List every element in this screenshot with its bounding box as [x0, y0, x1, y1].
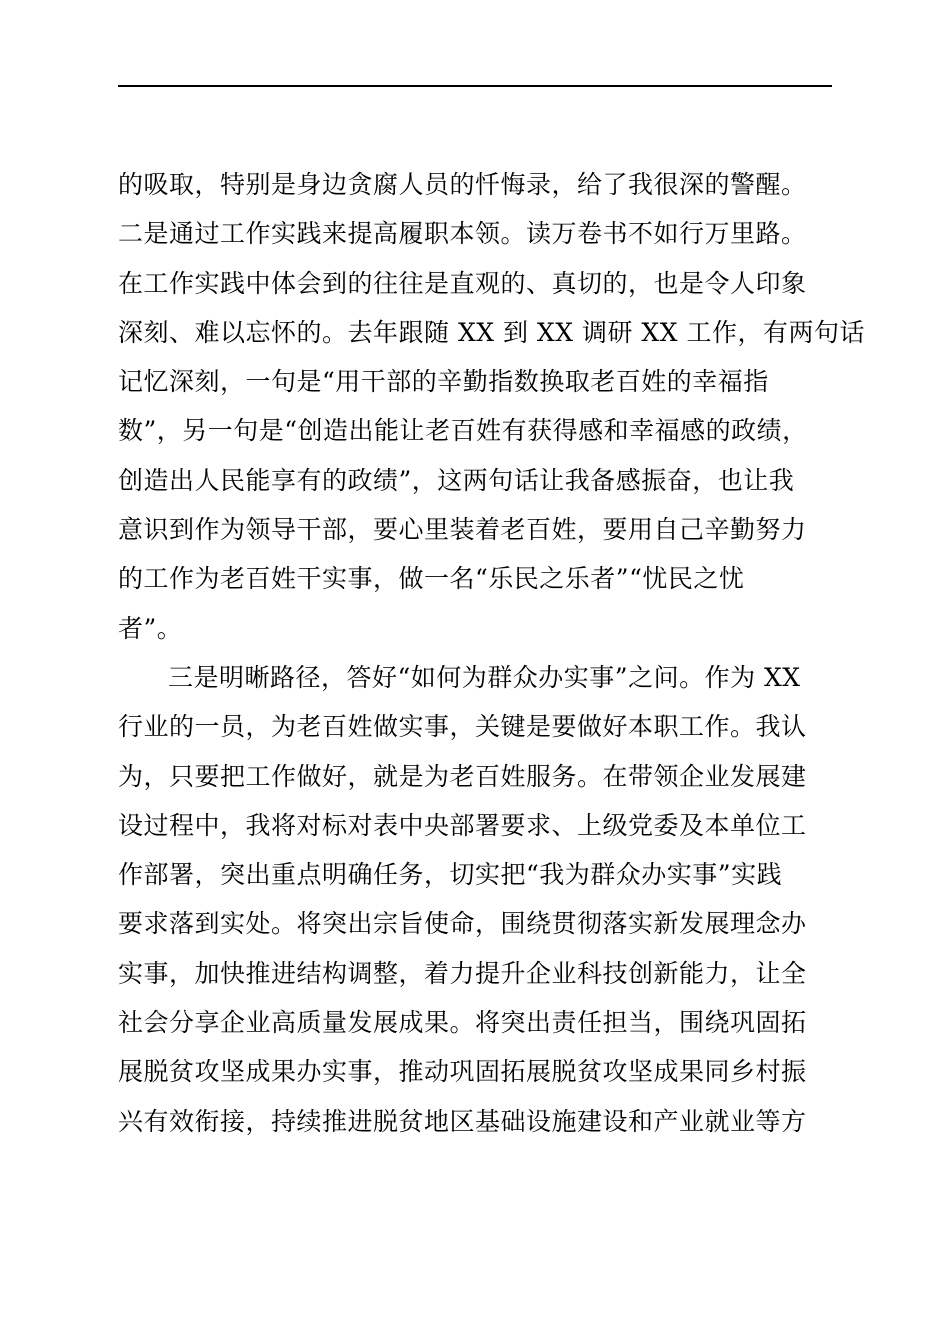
text-line: 设过程中，我将对标对表中央部署要求、上级党委及本单位工 — [118, 810, 807, 840]
text-line: 展脱贫攻坚成果办实事，推动巩固拓展脱贫攻坚成果同乡村振 — [118, 1057, 807, 1087]
text-line: 数”，另一句是“创造出能让老百姓有获得感和幸福感的政绩， — [118, 416, 808, 446]
paragraph-start-line: 三是明晰路径，答好“如何为群众办实事”之问。作为 XX — [168, 662, 801, 692]
text-line: 为，只要把工作做好，就是为老百姓服务。在带领企业发展建 — [118, 761, 807, 791]
text-line: 兴有效衔接，持续推进脱贫地区基础设施建设和产业就业等方 — [118, 1106, 807, 1136]
text-line: 深刻、难以忘怀的。去年跟随 XX 到 XX 调研 XX 工作，有两句话 — [118, 317, 865, 347]
text-line: 行业的一员，为老百姓做实事，关键是要做好本职工作。我认 — [118, 712, 807, 742]
text-line: 实事，加快推进结构调整，着力提升企业科技创新能力，让全 — [118, 958, 807, 988]
text-line: 的工作为老百姓干实事，做一名“乐民之乐者”“忧民之忧 — [118, 564, 745, 594]
text-line: 作部署，突出重点明确任务，切实把“我为群众办实事”实践 — [118, 860, 783, 890]
text-line: 在工作实践中体会到的往往是直观的、真切的，也是令人印象 — [118, 268, 807, 298]
text-line: 二是通过工作实践来提高履职本领。读万卷书不如行万里路。 — [118, 219, 807, 249]
text-line: 记忆深刻，一句是“用干部的辛勤指数换取老百姓的幸福指 — [118, 367, 769, 397]
header-rule — [118, 85, 832, 87]
text-line: 要求落到实处。将突出宗旨使命，围绕贯彻落实新发展理念办 — [118, 909, 807, 939]
text-line: 者”。 — [118, 613, 183, 643]
text-line: 的吸取，特别是身边贪腐人员的忏悔录，给了我很深的警醒。 — [118, 170, 807, 199]
text-line: 创造出人民能享有的政绩”，这两句话让我备感振奋，也让我 — [118, 465, 795, 495]
text-line: 意识到作为领导干部，要心里装着老百姓，要用自己辛勤努力 — [118, 515, 807, 545]
body-text — [118, 160, 865, 1146]
text-line: 社会分享企业高质量发展成果。将突出责任担当，围绕巩固拓 — [118, 1008, 807, 1038]
